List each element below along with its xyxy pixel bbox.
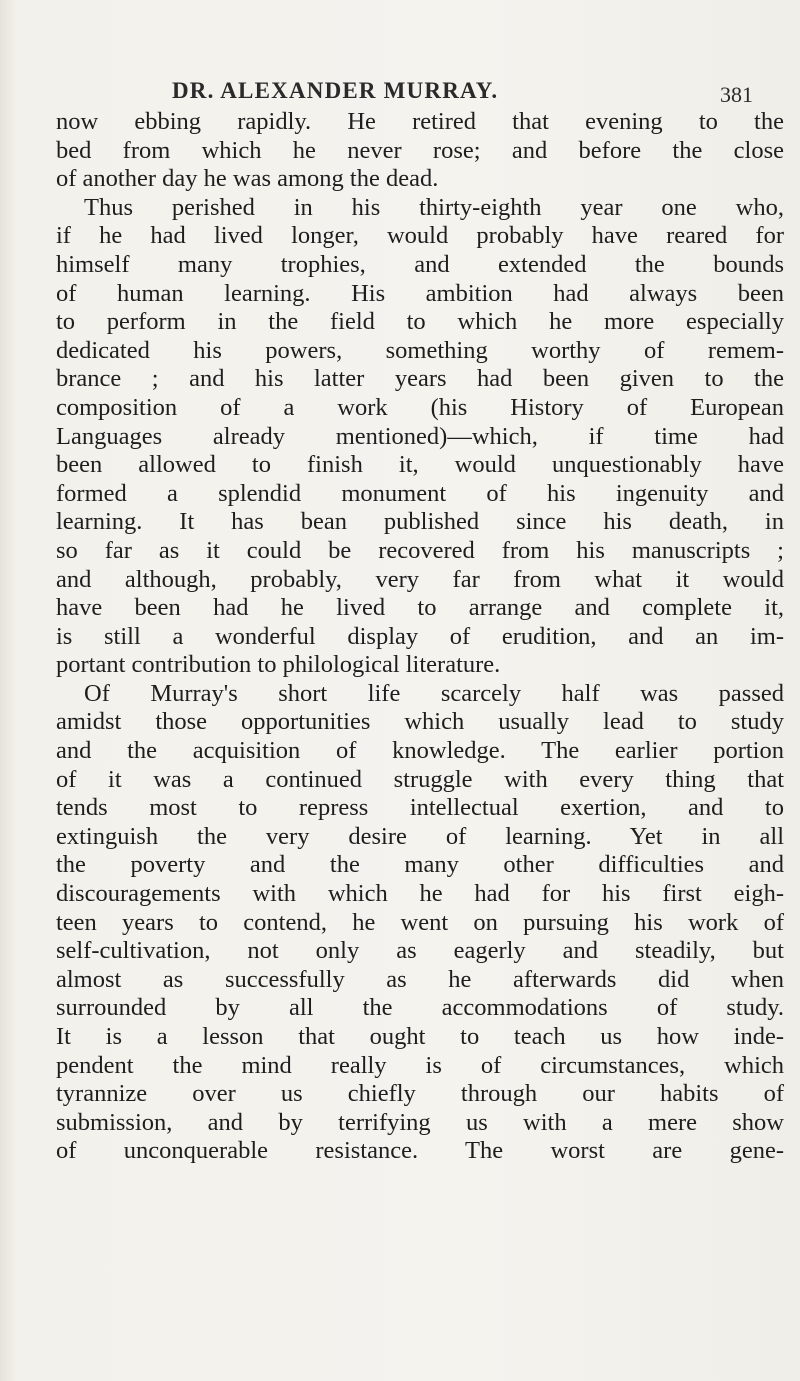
text-line: and the acquisition of knowledge. The earlier portion <box>56 737 784 765</box>
running-title: DR. ALEXANDER MURRAY. <box>172 78 499 103</box>
text-line: if he had lived longer, would probably have reared for <box>56 222 784 250</box>
text-line: Languages already mentioned)—which, if time had <box>56 422 784 450</box>
text-line: brance ; and his latter years had been given to the <box>56 365 784 393</box>
text-line: pendent the mind really is of circumstances, which <box>56 1051 784 1079</box>
text-line: formed a splendid monument of his ingenuity and <box>56 479 784 507</box>
page-number: 381 <box>720 82 753 107</box>
text-line: portant contribution to philological literature. <box>56 651 501 679</box>
text-line: to perform in the field to which he more especially <box>56 308 784 336</box>
text-line: have been had he lived to arrange and complete it, <box>56 594 784 622</box>
text-line: extinguish the very desire of learning. Yet in all <box>56 822 784 850</box>
body-text <box>56 108 784 1166</box>
text-line: learning. It has bean published since his death, in <box>56 508 784 536</box>
text-line: himself many trophies, and extended the bounds <box>56 250 784 278</box>
text-line: teen years to contend, he went on pursuing his work of <box>56 908 784 936</box>
running-head <box>0 78 800 108</box>
text-line: tyrannize over us chiefly through our habits of <box>56 1080 784 1108</box>
text-line: been allowed to finish it, would unquestionably have <box>56 451 784 479</box>
text-line: now ebbing rapidly. He retired that evening to the <box>56 108 784 135</box>
text-line: It is a lesson that ought to teach us how inde- <box>56 1023 784 1050</box>
text-line: amidst those opportunities which usually lead to study <box>56 708 784 736</box>
text-line: bed from which he never rose; and before the close <box>56 136 784 164</box>
text-line: so far as it could be recovered from his manuscripts ; <box>56 536 784 564</box>
text-line: the poverty and the many other difficulties and <box>56 851 784 879</box>
text-line: composition of a work (his History of European <box>56 393 784 421</box>
text-line: of unconquerable resistance. The worst are gene- <box>56 1137 784 1165</box>
text-line: discouragements with which he had for his first eigh- <box>56 880 784 908</box>
text-line: surrounded by all the accommodations of study. <box>56 994 784 1022</box>
text-line: dedicated his powers, something worthy of remem- <box>56 336 784 364</box>
text-line: is still a wonderful display of erudition, and an im- <box>56 622 784 650</box>
text-line: self-cultivation, not only as eagerly and steadily, but <box>56 937 784 965</box>
text-line: Thus perished in his thirty-eighth year one who, <box>84 193 784 221</box>
text-line: of another day he was among the dead. <box>56 165 439 193</box>
text-line: of human learning. His ambition had always been <box>56 279 784 307</box>
text-line: tends most to repress intellectual exertion, and to <box>56 794 784 822</box>
text-line: of it was a continued struggle with every thing that <box>56 765 784 793</box>
text-line: Of Murray's short life scarcely half was passed <box>84 679 784 707</box>
text-line: and although, probably, very far from what it would <box>56 565 784 593</box>
text-line: submission, and by terrifying us with a mere show <box>56 1108 784 1136</box>
text-line: almost as successfully as he afterwards did when <box>56 965 784 993</box>
